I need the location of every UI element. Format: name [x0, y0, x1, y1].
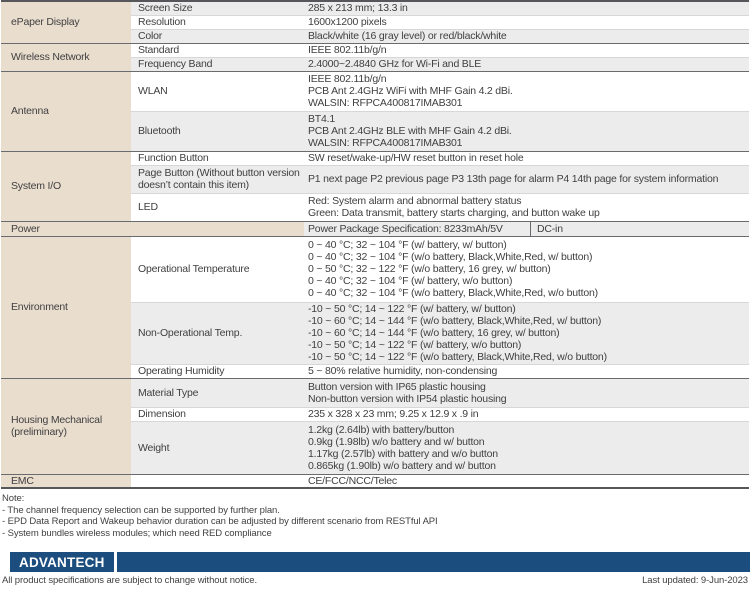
- footer-accent-bar: [117, 552, 750, 572]
- section-power: [1, 221, 749, 236]
- notes-title: Note:: [2, 493, 25, 504]
- spec-label: Resolution: [131, 15, 304, 29]
- category-cell: Power: [1, 221, 304, 236]
- spec-value: IEEE 802.11b/g/n: [308, 73, 387, 85]
- section-wireless-network: [1, 43, 749, 71]
- spec-value: Button version with IP65 plastic housing: [308, 380, 486, 393]
- spec-value: -10 ~ 60 °C; 14 ~ 144 °F (w/o battery, 16 grey, w/ button): [308, 327, 560, 339]
- table-row: [1, 1, 749, 15]
- spec-label: Weight: [131, 421, 304, 474]
- spec-value: -10 ~ 50 °C; 14 ~ 122 °F (w/ battery, w/ button): [308, 303, 516, 315]
- table-row: [1, 151, 749, 165]
- category-cell: EMC: [1, 474, 131, 488]
- spec-value: 0 ~ 40 °C; 32 ~ 104 °F (w/ battery, w/o button): [308, 275, 513, 287]
- spec-label: Color: [131, 29, 304, 43]
- spec-label: Standard: [131, 43, 304, 57]
- spec-value: IEEE 802.11b/g/n: [308, 44, 387, 56]
- spec-label: Page Button (Without button version doesn’t contain this item): [131, 165, 304, 193]
- spec-value: 2.4000~2.4840 GHz for Wi-Fi and BLE: [308, 58, 482, 70]
- section-antenna: [1, 71, 749, 151]
- spec-value: 0.865kg (1.90lb) w/o battery and w/ button: [308, 459, 496, 472]
- spec-value: WALSIN: RFPCA400817IMAB301: [308, 137, 463, 149]
- spec-value: Green: Data transmit, battery starts charging, and button wake up: [308, 207, 600, 219]
- spec-label: LED: [138, 201, 158, 213]
- spec-label: Dimension: [131, 407, 304, 421]
- spec-label: WLAN: [131, 71, 304, 111]
- spec-value: PCB Ant 2.4GHz BLE with MHF Gain 4.2 dBi.: [308, 125, 512, 137]
- category-cell: Antenna: [1, 71, 131, 151]
- spec-value: Black/white (16 gray level) or red/black/white: [308, 30, 507, 42]
- table-row: [1, 378, 749, 407]
- spec-label: Screen Size: [131, 1, 304, 15]
- spec-value: 0.9kg (1.98lb) w/o battery and w/ button: [308, 435, 485, 448]
- spec-value: 1.17kg (2.57lb) with battery and w/o button: [308, 447, 498, 460]
- advantech-logo: [10, 552, 114, 572]
- note-item: - The channel frequency selection can be supported by further plan.: [2, 504, 280, 516]
- spec-label: Frequency Band: [131, 57, 304, 71]
- table-row: [1, 221, 749, 236]
- note-item: - System bundles wireless modules; which need RED compliance: [2, 527, 272, 539]
- disclaimer-text: All product specifications are subject to change without notice.: [2, 575, 257, 586]
- footer-bar: [10, 552, 750, 572]
- spec-value: 285 x 213 mm; 13.3 in: [308, 2, 408, 15]
- spec-value: P1 next page P2 previous page P3 13th page for alarm P4 14th page for system information: [308, 173, 719, 185]
- spec-value: DC-in: [530, 222, 749, 236]
- table-row: [1, 43, 749, 57]
- category-cell: System I/O: [1, 151, 131, 221]
- section-emc: [1, 474, 749, 488]
- spec-value: 0 ~ 50 °C; 32 ~ 122 °F (w/o battery, 16 grey, w/ button): [308, 263, 551, 275]
- section-housing-mechanical: [1, 378, 749, 474]
- section-system-io: [1, 151, 749, 221]
- brand-logo-text: ADVANTECH: [19, 554, 105, 570]
- table-row: [1, 71, 749, 111]
- notes-block: [2, 493, 750, 539]
- spec-label: Operating Humidity: [138, 365, 225, 377]
- spec-label: Material Type: [131, 378, 304, 407]
- section-environment: [1, 236, 749, 378]
- spec-value: Power Package Specification: 8233mAh/5V: [308, 222, 503, 235]
- category-cell: Wireless Network: [1, 43, 131, 71]
- spec-label: Operational Temperature: [131, 236, 304, 302]
- spec-table: [1, 0, 749, 489]
- spec-value: 0 ~ 40 °C; 32 ~ 104 °F (w/o battery, Black,White,Red, w/ button): [308, 251, 593, 263]
- spec-value: -10 ~ 60 °C; 14 ~ 144 °F (w/o battery, Black,White,Red, w/ button): [308, 315, 602, 327]
- table-row: [1, 236, 749, 302]
- spec-value: 235 x 328 x 23 mm; 9.25 x 12.9 x .9 in: [308, 408, 479, 420]
- note-item: - EPD Data Report and Wakeup behavior duration can be adjusted by different scenario from RESTful API: [2, 516, 438, 528]
- spec-value: CE/FCC/NCC/Telec: [308, 474, 397, 487]
- empty-cell: [131, 474, 304, 488]
- spec-label: Function Button: [131, 151, 304, 165]
- spec-value: PCB Ant 2.4GHz WiFi with MHF Gain 4.2 dBi.: [308, 85, 513, 97]
- spec-value: 5 ~ 80% relative humidity, non-condensing: [308, 365, 498, 377]
- last-updated-text: Last updated: 9-Jun-2023: [642, 575, 748, 586]
- table-row: [1, 474, 749, 488]
- spec-value: BT4.1: [308, 113, 336, 125]
- spec-label: Bluetooth: [131, 111, 304, 151]
- footer-text-row: [2, 575, 748, 586]
- spec-value: -10 ~ 50 °C; 14 ~ 122 °F (w/o battery, Black,White,Red, w/o button): [308, 351, 607, 363]
- spec-value: -10 ~ 50 °C; 14 ~ 122 °F (w/ battery, w/o button): [308, 339, 522, 351]
- spec-value: SW reset/wake-up/HW reset button in reset hole: [308, 152, 524, 164]
- spec-value: Non-button version with IP54 plastic housing: [308, 392, 507, 405]
- spec-value: 1600x1200 pixels: [308, 16, 387, 28]
- spec-value: 1.2kg (2.64lb) with battery/button: [308, 423, 455, 436]
- category-cell: Environment: [1, 236, 131, 378]
- spec-value: WALSIN: RFPCA400817IMAB301: [308, 97, 463, 109]
- spec-label: Non-Operational Temp.: [131, 302, 304, 364]
- spec-value: 0 ~ 40 °C; 32 ~ 104 °F (w/ battery, w/ button): [308, 239, 507, 251]
- spec-value: 0 ~ 40 °C; 32 ~ 104 °F (w/o battery, Black,White,Red, w/o button): [308, 287, 598, 299]
- category-cell: ePaper Display: [1, 1, 131, 43]
- section-epaper-display: [1, 1, 749, 43]
- spec-value: Red: System alarm and abnormal battery status: [308, 195, 522, 207]
- category-cell: Housing Mechanical (preliminary): [1, 378, 131, 474]
